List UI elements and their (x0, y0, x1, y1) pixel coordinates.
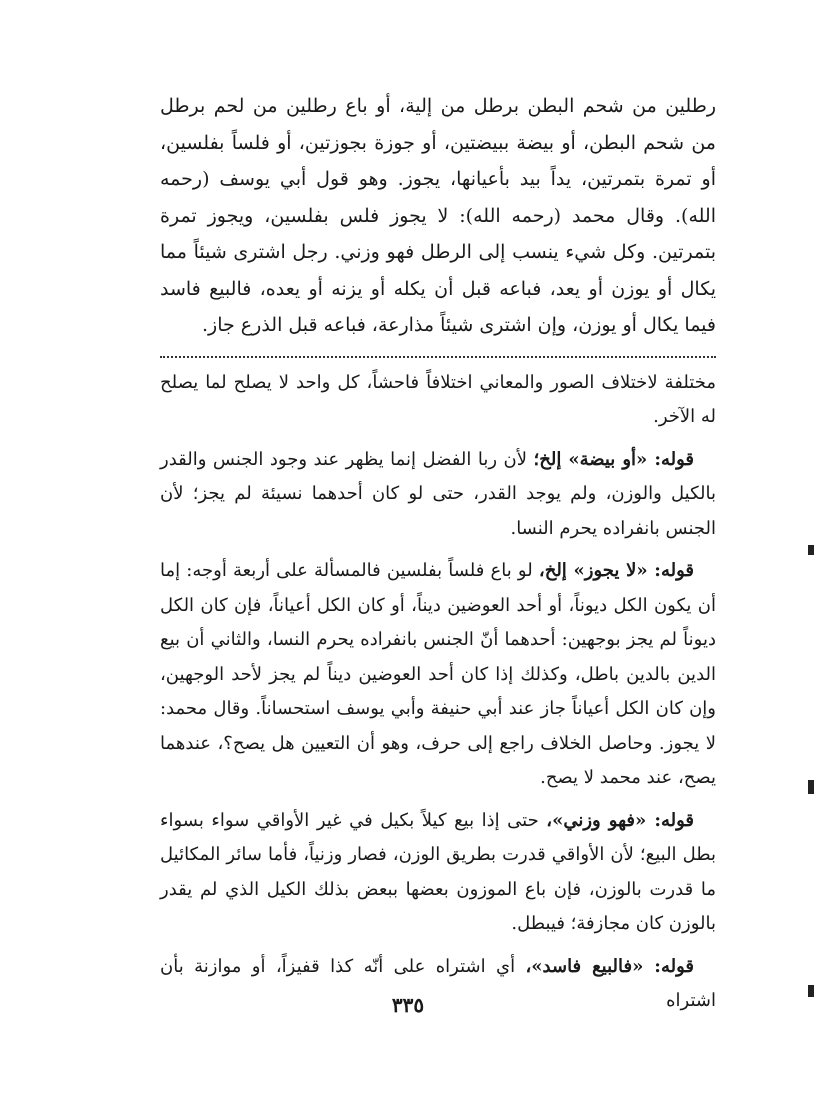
footnote-text: حتى إذا بيع كيلاً بكيل في غير الأواقي سواء بسواء بطل البيع؛ لأن الأواقي قدرت بطريق الوزن، فصار وزنياً، فأما سائر المكائيل ما قدرت بالوزن، فإن باع الموزون بعضها ببعض بذلك الكيل الذي لم يقدر بالوزن كان مجازفة؛ فيبطل. (160, 809, 716, 934)
footnote-entry (160, 554, 716, 796)
page-body (160, 88, 716, 1027)
scan-edge-mark (808, 545, 814, 555)
footnote-label: قوله: «لا يجوز» إلخ، (538, 560, 694, 581)
footnote-entry (160, 443, 716, 547)
footnote-label: قوله: «فهو وزني»، (546, 809, 694, 831)
page-number: ٣٣٥ (391, 993, 425, 1017)
main-text (160, 88, 716, 344)
footnote-label: قوله: «فالبيع فاسد»، (525, 955, 694, 977)
footnote-continuation (160, 366, 716, 435)
scan-edge-mark (808, 985, 814, 997)
footnotes (160, 366, 716, 1019)
footnote-entry (160, 804, 716, 942)
dotted-divider (160, 356, 716, 358)
scan-edge-mark (808, 780, 814, 794)
footnote-text: لأن ربا الفضل إنما يظهر عند وجود الجنس والقدر بالكيل والوزن، ولم يوجد القدر، حتى لو كان أحدهما نسيئة لم يجز؛ لأن الجنس بانفراده يحرم النسا. (160, 448, 716, 539)
main-paragraph: رطلين من شحم البطن برطل من إلية، أو باع رطلين من لحم برطل من شحم البطن، أو بيضة ببيضتين، أو جوزة بجوزتين، أو فلساً بفلسين، أو تمرة بتمرتين، يداً بيد بأعيانها، يجوز. وهو قول أبي يوسف (رحمه الله). وقال محمد (رحمه الله): لا يجوز فلس بفلسين، ويجوز تمرة بتمرتين. وكل شيء ينسب إلى الرطل فهو وزني. رجل اشترى شيئاً مما يكال أو يوزن أو يعد، فباعه قبل أن يكله أو يزنه أو يعده، فالبيع فاسد فيما يكال أو يوزن، وإن اشترى شيئاً مذارعة، فباعه قبل الذرع جاز. (160, 95, 716, 336)
footnote-text: مختلفة لاختلاف الصور والمعاني اختلافاً فاحشاً، كل واحد لا يصلح لما يصلح له الآخر. (160, 371, 716, 427)
footnote-text: أي اشتراه على أنّه كذا قفيزاً، أو موازنة بأن اشتراه (160, 955, 716, 1011)
footnote-label: قوله: «أو بيضة» إلخ؛ (533, 448, 695, 470)
footnote-text: لو باع فلساً بفلسين فالمسألة على أربعة أوجه: إما أن يكون الكل ديوناً، أو أحد العوضين ديناً، أو كان الكل أعياناً، فإن كان الكل ديوناً لم يجز بوجهين: أحدهما أنّ الجنس بانفراده يحرم النسا، والثاني أن بيع الدين بالدين باطل، وكذلك إذا كان أحد العوضين ديناً لم يجز لأحد الوجهين، وإن كان الكل أعياناً جاز عند أبي حنيفة وأبي يوسف استحساناً. وقال محمد: لا يجوز. وحاصل الخلاف راجع إلى حرف، وهو أن التعيين هل يصح؟، عندهما يصح، عند محمد لا يصح. (160, 560, 716, 788)
